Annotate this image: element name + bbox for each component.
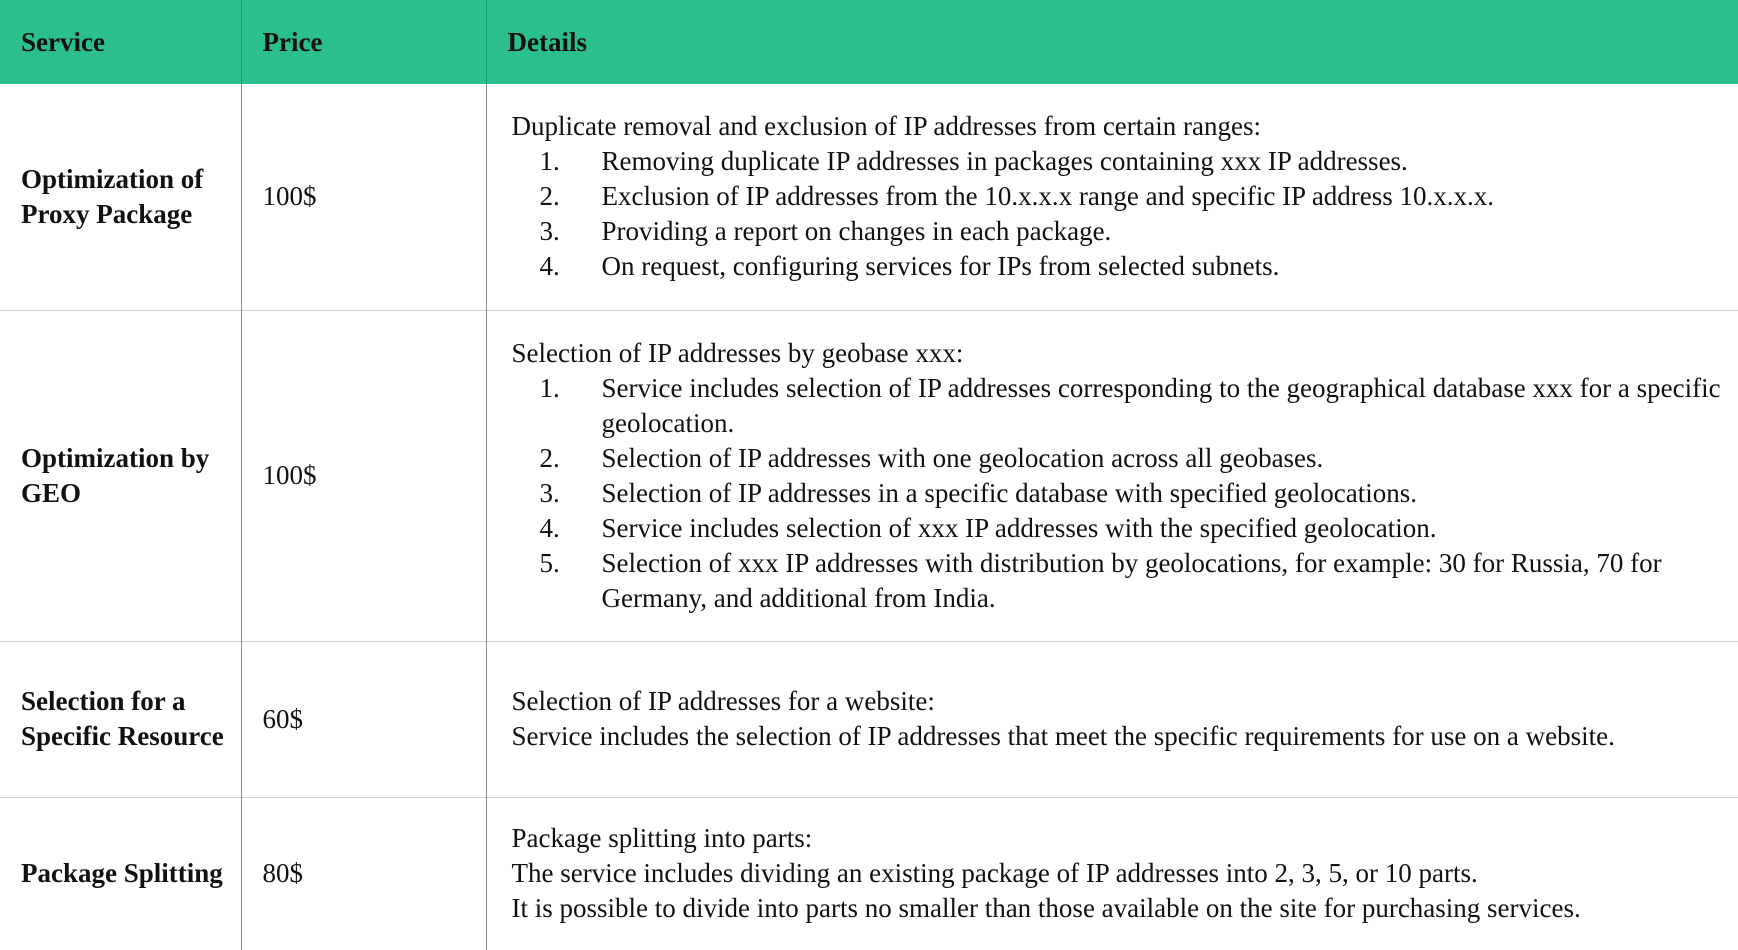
service-details <box>486 797 1738 950</box>
list-item-number: 4. <box>539 251 560 282</box>
details-intro: Selection of IP addresses for a website: <box>511 686 935 716</box>
table-header <box>0 0 1738 84</box>
list-item-text: Selection of xxx IP addresses with distribution by geolocations, for example: 30 for Russia, 70 for Germany, and additional from India. <box>601 547 1662 613</box>
details-list <box>512 144 1727 284</box>
list-item-number: 1. <box>539 372 560 403</box>
list-item-text: Selection of IP addresses in a specific database with specified geolocations. <box>601 477 1417 508</box>
list-item <box>512 179 1727 214</box>
list-item <box>512 511 1727 546</box>
list-item-number: 3. <box>539 477 560 508</box>
list-item-text: Removing duplicate IP addresses in packages containing xxx IP addresses. <box>601 146 1408 177</box>
header-price: Price <box>241 0 486 84</box>
service-details <box>486 310 1738 641</box>
list-item <box>512 249 1727 284</box>
service-name: Optimization of Proxy Package <box>0 84 241 310</box>
table-row <box>0 797 1738 950</box>
service-details <box>486 84 1738 310</box>
details-line: It is possible to divide into parts no smaller than those available on the site for purchasing services. <box>511 893 1581 924</box>
service-name: Package Splitting <box>0 797 241 950</box>
list-item-text: Exclusion of IP addresses from the 10.x.x.x range and specific IP address 10.x.x.x. <box>601 181 1495 212</box>
list-item-text: Service includes selection of IP addresses corresponding to the geographical database xxx for a specific geolocation. <box>601 372 1721 438</box>
list-item-number: 2. <box>539 442 560 473</box>
header-row <box>0 0 1738 84</box>
service-price: 80$ <box>241 797 486 950</box>
list-item <box>512 476 1727 511</box>
list-item <box>512 441 1727 476</box>
list-item <box>512 214 1727 249</box>
list-item-number: 4. <box>539 512 560 543</box>
header-details: Details <box>486 0 1738 84</box>
table-row <box>0 310 1738 641</box>
details-line: The service includes dividing an existing package of IP addresses into 2, 3, 5, or 10 parts. <box>511 858 1478 889</box>
list-item-text: Providing a report on changes in each package. <box>601 216 1112 247</box>
details-intro: Selection of IP addresses by geobase xxx: <box>511 337 964 368</box>
list-item-text: Selection of IP addresses with one geolocation across all geobases. <box>601 442 1324 473</box>
table-body <box>0 84 1738 950</box>
service-name: Optimization by GEO <box>0 310 241 641</box>
service-price: 100$ <box>241 310 486 641</box>
table-row <box>0 84 1738 310</box>
details-line: Service includes the selection of IP addresses that meet the specific requirements for use on a website. <box>511 721 1615 751</box>
header-service: Service <box>0 0 241 84</box>
list-item-number: 3. <box>539 216 560 247</box>
list-item <box>512 371 1727 441</box>
service-price: 100$ <box>241 84 486 310</box>
service-details <box>486 641 1738 797</box>
list-item <box>512 144 1727 179</box>
list-item-number: 1. <box>539 146 560 177</box>
service-price: 60$ <box>241 641 486 797</box>
list-item-number: 2. <box>539 181 560 212</box>
list-item-text: On request, configuring services for IPs from selected subnets. <box>601 251 1280 282</box>
details-list <box>512 371 1727 616</box>
table-row <box>0 641 1738 797</box>
list-item <box>512 546 1727 616</box>
service-name: Selection for a Specific Resource <box>0 641 241 797</box>
details-intro: Duplicate removal and exclusion of IP addresses from certain ranges: <box>511 111 1261 142</box>
list-item-text: Service includes selection of xxx IP addresses with the specified geolocation. <box>601 512 1437 543</box>
details-intro: Package splitting into parts: <box>511 823 813 854</box>
list-item-number: 5. <box>539 547 560 578</box>
